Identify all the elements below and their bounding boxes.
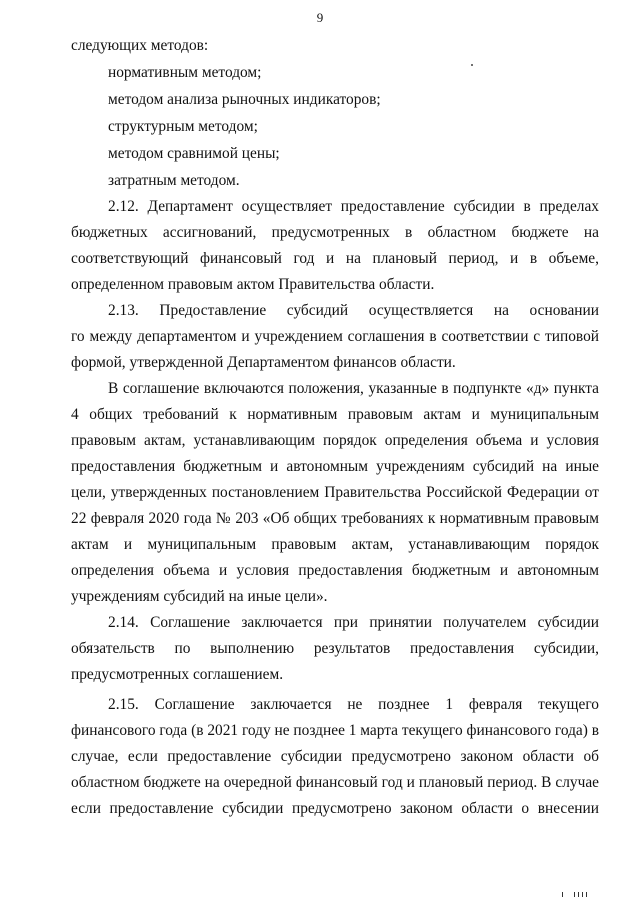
paragraph-2-13-line: 2.13. Предоставление субсидий осуществляется на основании bbox=[108, 302, 599, 319]
list-item: затратным методом. bbox=[108, 172, 240, 189]
paragraph-2-12-line: соответствующий финансовый год и на плановый период, и в объеме, bbox=[71, 250, 599, 267]
paragraph-2-12-line: определенном правовым актом Правительства области. bbox=[71, 276, 435, 293]
list-item: методом сравнимой цены; bbox=[108, 145, 280, 162]
paragraph-2-15-line: случае, если предоставление субсидии предусмотрено законом области об bbox=[71, 748, 599, 765]
paragraph-2-15-line: областном бюджете на очередной финансовый год и плановый период. В случае bbox=[71, 774, 599, 791]
paragraph-agreement-line: цели, утвержденных постановлением Правительства Российской Федерации от bbox=[71, 484, 599, 501]
paragraph-2-12-line: бюджетных ассигнований, предусмотренных в областном бюджете на bbox=[71, 224, 599, 241]
list-item: методом анализа рыночных индикаторов; bbox=[108, 91, 381, 108]
list-item: нормативным методом; bbox=[108, 64, 262, 81]
paragraph-agreement-line: 4 общих требований к нормативным правовым актам и муниципальным bbox=[71, 406, 599, 423]
paragraph-2-12-line: 2.12. Департамент осуществляет предоставление субсидии в пределах bbox=[108, 198, 599, 215]
paragraph-agreement-line: правовым актам, устанавливающим порядок определения объема и условия bbox=[71, 432, 599, 449]
paragraph-agreement-line: определения объема и условия предоставления бюджетным и автономным bbox=[71, 562, 599, 579]
paragraph-2-15-line: финансового года (в 2021 году не позднее 1 марта текущего финансового года) в bbox=[71, 722, 599, 739]
paragraph-agreement-line: В соглашение включаются положения, указанные в подпункте «д» пункта bbox=[108, 380, 599, 397]
paragraph-agreement-line: 22 февраля 2020 года № 203 «Об общих требованиях к нормативным правовым bbox=[71, 510, 599, 527]
page-number: 9 bbox=[316, 10, 324, 25]
paragraph-2-14-line: 2.14. Соглашение заключается при принятии получателем субсидии bbox=[108, 614, 599, 631]
paragraph-2-14-line: обязательств по выполнению результатов предоставления субсидии, bbox=[71, 640, 599, 657]
text-line: следующих методов: bbox=[71, 37, 209, 54]
list-item: структурным методом; bbox=[108, 118, 258, 135]
paragraph-agreement-line: предоставления бюджетным и автономным учреждениям субсидий на иные bbox=[71, 458, 599, 475]
paragraph-2-15-line: 2.15. Соглашение заключается не позднее 1 февраля текущего bbox=[108, 696, 599, 713]
paragraph-2-13-line: формой, утвержденной Департаментом финансов области. bbox=[71, 354, 456, 371]
paragraph-2-15-line: если предоставление субсидии предусмотрено законом области о внесении bbox=[71, 800, 599, 817]
paragraph-2-13-line: го между департаментом и учреждением соглашения в соответствии с типовой bbox=[71, 328, 599, 345]
paragraph-agreement-line: актам и муниципальным правовым актам, устанавливающим порядок bbox=[71, 536, 599, 553]
scan-tick-marks bbox=[562, 892, 592, 898]
paragraph-agreement-line: учреждениям субсидий на иные цели». bbox=[71, 588, 328, 605]
paragraph-2-14-line: предусмотренных соглашением. bbox=[71, 666, 284, 683]
